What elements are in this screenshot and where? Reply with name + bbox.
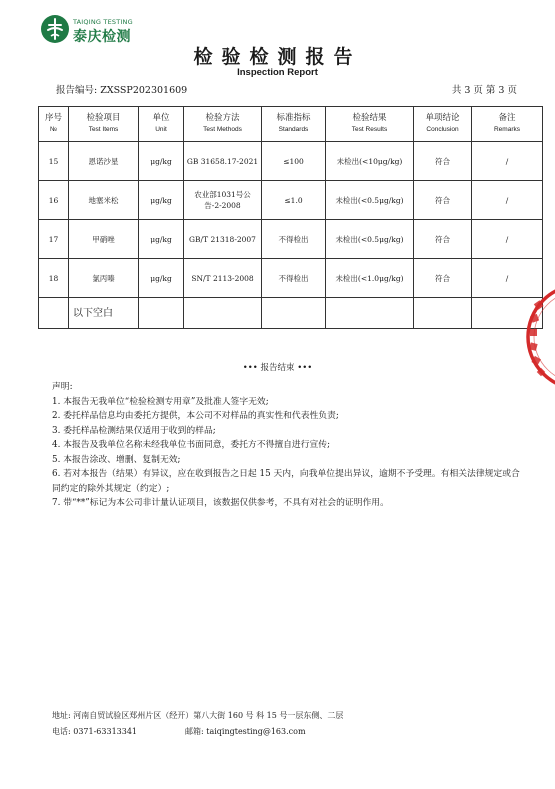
page-count: 共 3 页 第 3 页	[451, 85, 517, 96]
logo-english-name: TAIQING TESTING	[73, 18, 133, 26]
footer-phone: 电话: 0371-63313341	[52, 727, 138, 736]
cell-unit: μg/kg	[139, 142, 184, 181]
header-cell: 检验项目 Test Items	[69, 107, 139, 142]
header-cell: 单项结论 Conclusion	[414, 107, 472, 142]
note-item: 7. 带“**”标记为本公司非计量认证项目，该数据仅供参考，不具有对社会的证明作用。	[52, 498, 389, 508]
cell-remark: /	[472, 142, 543, 181]
note-item: 6. 若对本报告（结果）有异议，应在收到报告之日起 15 天内，向我单位提出异议，逾期不予受理。有相关法律规定或合同约定的除外其规定（约定）;	[52, 469, 520, 494]
cell-item: 恩诺沙星	[69, 142, 139, 181]
notes-title: 声明:	[52, 382, 73, 392]
table-blank-row	[39, 298, 543, 329]
cell-item: 地塞米松	[69, 181, 139, 220]
logo-chinese-name: 泰庆检测	[73, 29, 131, 45]
cell-standard: 不得检出	[262, 220, 326, 259]
note-item: 2. 委托样品信息均由委托方提供，本公司不对样品的真实性和代表性负责;	[52, 411, 339, 421]
table-row	[39, 259, 543, 298]
cell-empty	[39, 298, 69, 329]
header-cell: 检验方法 Test Methods	[184, 107, 262, 142]
cell-conclusion: 符合	[414, 259, 472, 298]
cell-unit: μg/kg	[139, 259, 184, 298]
cell-standard: ≤1.0	[262, 181, 326, 220]
cell-item: 氯丙嗪	[69, 259, 139, 298]
cell-standard: ≤100	[262, 142, 326, 181]
footer-contact	[52, 708, 532, 740]
header-cell: 标准指标 Standards	[262, 107, 326, 142]
report-number: 报告编号: ZXSSP202301609	[56, 85, 188, 96]
cell-no: 18	[39, 259, 69, 298]
cell-empty	[326, 298, 414, 329]
cell-conclusion: 符合	[414, 142, 472, 181]
cell-conclusion: 符合	[414, 220, 472, 259]
header-cell: 序号 №	[39, 107, 69, 142]
cell-empty	[262, 298, 326, 329]
cell-empty	[414, 298, 472, 329]
header-cell: 单位 Unit	[139, 107, 184, 142]
cell-empty	[184, 298, 262, 329]
report-title: 检验检测报告	[193, 46, 362, 68]
cell-remark: /	[472, 181, 543, 220]
cell-remark: /	[472, 220, 543, 259]
cell-no: 16	[39, 181, 69, 220]
footer-email: 邮箱: taiqingtesting@163.com	[185, 727, 306, 736]
note-item: 1. 本报告无我单位“检验检测专用章”及批准人签字无效;	[52, 396, 269, 407]
cell-no: 15	[39, 142, 69, 181]
note-item: 3. 委托样品检测结果仅适用于收到的样品;	[52, 425, 216, 436]
header-cell: 检验结果 Test Results	[326, 107, 414, 142]
cell-item: 甲硝唑	[69, 220, 139, 259]
report-title-english: Inspection Report	[237, 67, 318, 78]
table-row	[39, 220, 543, 259]
official-seal-icon	[522, 282, 555, 392]
header-cell: 备注 Remarks	[472, 107, 543, 142]
logo-mark-icon	[40, 14, 70, 44]
footer-address: 地址: 河南自贸试验区郑州片区（经开）第八大街 160 号 科 15 号一层东侧、二层	[52, 711, 344, 720]
cell-unit: μg/kg	[139, 220, 184, 259]
declaration-notes	[52, 380, 522, 511]
cell-empty	[139, 298, 184, 329]
table-row	[39, 142, 543, 181]
cell-result: 未检出(<0.5μg/kg)	[326, 181, 414, 220]
cell-method: GB 31658.17-2021	[184, 142, 262, 181]
cell-unit: μg/kg	[139, 181, 184, 220]
cell-result: 未检出(<0.5μg/kg)	[326, 220, 414, 259]
cell-result: 未检出(<10μg/kg)	[326, 142, 414, 181]
table-row	[39, 181, 543, 220]
cell-method: 农业部1031号公告-2-2008	[184, 181, 262, 220]
blank-below-label: 以下空白	[69, 298, 139, 329]
cell-conclusion: 符合	[414, 181, 472, 220]
table-header-row	[39, 107, 543, 142]
cell-method: GB/T 21318-2007	[184, 220, 262, 259]
cell-remark: /	[472, 259, 543, 298]
cell-method: SN/T 2113-2008	[184, 259, 262, 298]
cell-result: 未检出(<1.0μg/kg)	[326, 259, 414, 298]
results-table	[38, 106, 543, 329]
report-end-mark: ••• 报告结束 •••	[242, 363, 313, 373]
cell-no: 17	[39, 220, 69, 259]
note-item: 4. 本报告及我单位名称未经我单位书面同意，委托方不得擅自进行宣传;	[52, 440, 331, 450]
note-item: 5. 本报告涂改、增删、复制无效;	[52, 454, 181, 465]
cell-standard: 不得检出	[262, 259, 326, 298]
